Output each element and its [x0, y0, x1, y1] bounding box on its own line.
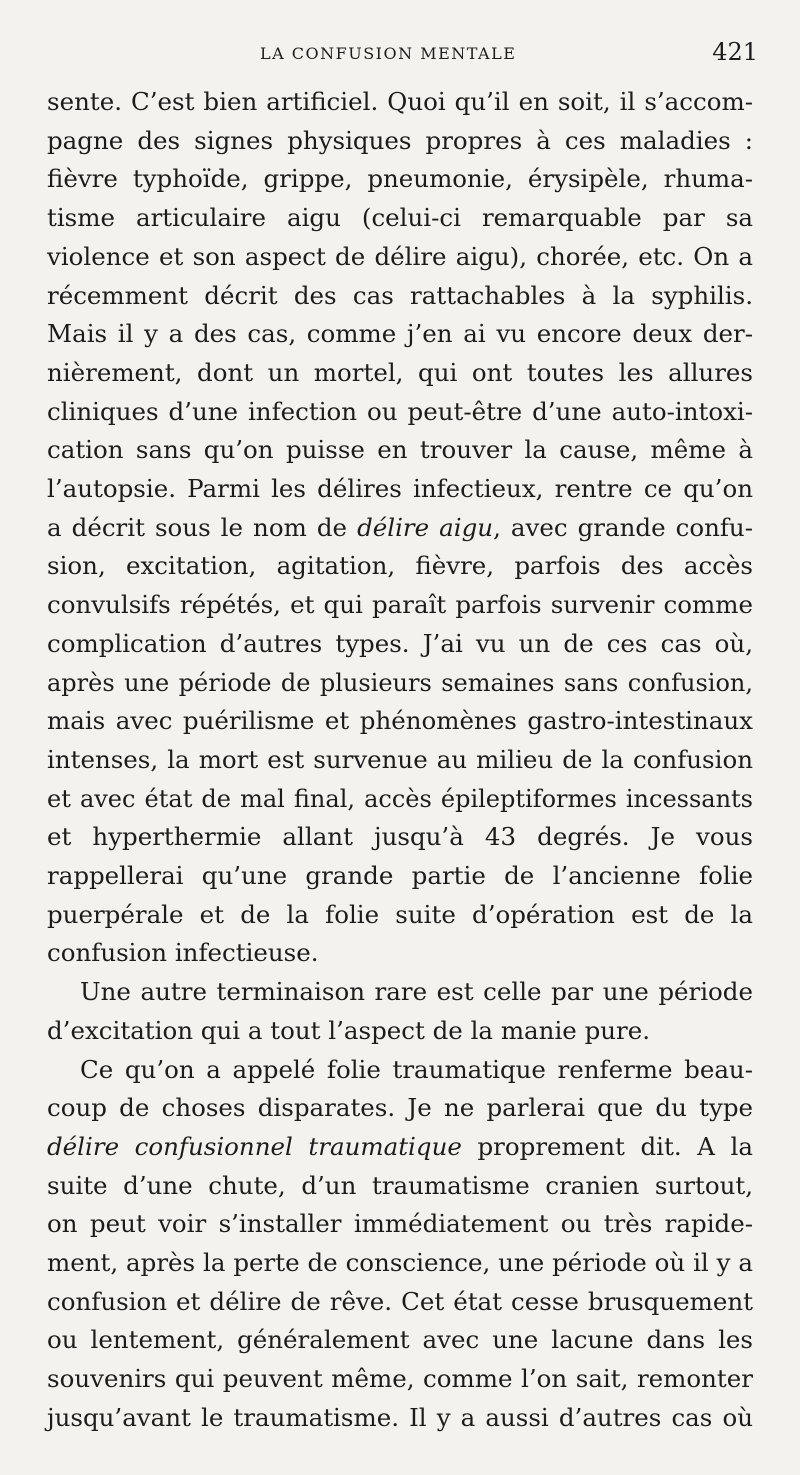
text-line — [47, 1282, 753, 1322]
text-line — [47, 1243, 753, 1283]
text-line — [47, 1320, 753, 1360]
text-line — [47, 585, 753, 625]
text-segment: confusion et délire de rêve. Cet état cesse brusquement — [47, 1286, 753, 1316]
text-line — [47, 121, 753, 161]
text-line — [47, 895, 753, 935]
text-segment: complication d’autres types. J’ai vu un de ces cas où, — [47, 628, 753, 658]
text-segment: sion, excitation, agitation, fièvre, parfois des accès — [47, 551, 753, 581]
italic-term: délire confusionnel traumatique — [47, 1131, 462, 1161]
text-line — [47, 430, 753, 470]
text-line — [47, 624, 753, 664]
text-line — [47, 469, 753, 509]
paragraph-first-line — [80, 1050, 753, 1090]
text-line — [47, 314, 753, 354]
text-segment: , avec grande confu- — [493, 512, 753, 542]
text-line — [47, 508, 753, 548]
text-segment: cliniques d’une infection ou peut-être d’une auto-intoxi- — [47, 396, 753, 426]
text-segment: violence et son aspect de délire aigu), chorée, etc. On a — [47, 241, 753, 271]
text-segment: Mais il y a des cas, comme j’en ai vu encore deux der- — [47, 319, 753, 349]
text-segment: d’excitation qui a tout l’aspect de la manie pure. — [47, 1015, 651, 1045]
text-line — [47, 546, 753, 586]
text-segment: suite d’une chute, d’un traumatisme cranien surtout, — [47, 1170, 753, 1200]
text-segment: et hyperthermie allant jusqu’à 43 degrés. Je vous — [47, 822, 753, 852]
text-segment: après une période de plusieurs semaines sans confusion, — [47, 668, 753, 697]
text-segment: récemment décrit des cas rattachables à la syphilis. — [47, 280, 753, 310]
text-line — [47, 392, 753, 432]
text-line — [47, 779, 753, 819]
text-line — [47, 933, 753, 973]
text-line — [47, 1204, 753, 1244]
text-segment: cation sans qu’on puisse en trouver la cause, même à — [47, 435, 753, 465]
text-line — [47, 1088, 753, 1128]
text-segment: Une autre terminaison rare est celle par une période — [80, 977, 753, 1007]
text-segment: ou lentement, généralement avec une lacune dans les — [47, 1325, 753, 1355]
text-segment: proprement dit. A la — [461, 1131, 754, 1161]
text-segment: nièrement, dont un mortel, qui ont toutes les allures — [47, 357, 753, 387]
text-line — [47, 1011, 753, 1051]
text-segment: convulsifs répétés, et qui paraît parfois survenir comme — [47, 590, 753, 620]
text-segment: mais avec puérilisme et phénomènes gastro-intestinaux — [47, 706, 753, 736]
page-header — [0, 38, 800, 70]
text-line — [47, 817, 753, 857]
text-line — [47, 663, 753, 703]
text-line — [47, 701, 753, 741]
text-segment: tisme articulaire aigu (celui-ci remarquable par sa — [47, 203, 753, 233]
running-title: LA CONFUSION MENTALE — [260, 44, 517, 63]
text-line — [47, 856, 753, 896]
text-line — [47, 1359, 753, 1399]
text-line — [47, 740, 753, 780]
text-line — [47, 198, 753, 238]
text-segment: pagne des signes physiques propres à ces maladies : — [47, 125, 753, 155]
text-line — [47, 1398, 753, 1438]
text-line — [47, 353, 753, 393]
text-line — [47, 1127, 753, 1167]
text-segment: ment, après la perte de conscience, une période où il y a — [47, 1248, 753, 1277]
text-segment: jusqu’avant le traumatisme. Il y a aussi d’autres cas où — [47, 1402, 753, 1432]
text-segment: souvenirs qui peuvent même, comme l’on sait, remonter — [47, 1364, 753, 1394]
text-segment: l’autopsie. Parmi les délires infectieux, rentre ce qu’on — [47, 474, 753, 503]
text-segment: coup de choses disparates. Je ne parlerai que du type — [47, 1093, 753, 1123]
text-line — [47, 82, 753, 122]
text-segment: on peut voir s’installer immédiatement ou très rapide- — [47, 1209, 753, 1239]
text-line — [47, 276, 753, 316]
text-segment: Ce qu’on a appelé folie traumatique renferme beau- — [80, 1054, 753, 1084]
text-segment: et avec état de mal final, accès épileptiformes incessants — [47, 784, 753, 813]
text-segment: rappellerai qu’une grande partie de l’ancienne folie — [47, 861, 753, 890]
text-segment: sente. C’est bien artificiel. Quoi qu’il en soit, il s’accom- — [47, 87, 753, 116]
text-segment: fièvre typhoïde, grippe, pneumonie, érysipèle, rhuma- — [47, 164, 753, 194]
page-number: 421 — [712, 38, 758, 66]
italic-term: délire aigu — [357, 512, 494, 542]
text-line — [47, 159, 753, 199]
paragraph-first-line — [80, 972, 753, 1012]
text-line — [47, 1166, 753, 1206]
text-line — [47, 237, 753, 277]
text-segment: intenses, la mort est survenue au milieu de la confusion — [47, 744, 753, 774]
text-segment: a décrit sous le nom de — [47, 512, 358, 542]
text-segment: puerpérale et de la folie suite d’opération est de la — [47, 899, 753, 929]
text-segment: confusion infectieuse. — [47, 938, 319, 968]
